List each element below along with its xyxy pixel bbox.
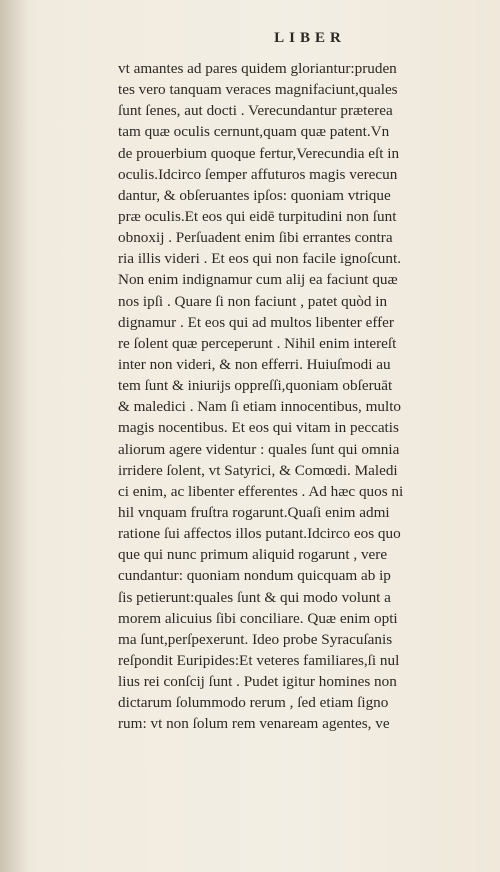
body-text-block	[118, 58, 490, 735]
text-line: dantur, & obſeruantes ipſos: quoniam vtrique	[118, 186, 391, 204]
text-line: tam quæ oculis cernunt,quam quæ patent.Vn	[118, 123, 390, 141]
text-line: ci enim, ac libenter efferentes . Ad hæc quos ni	[118, 482, 404, 500]
text-line: ſis petierunt:quales ſunt & qui modo volunt a	[118, 588, 391, 606]
text-line: ria illis videri . Et eos qui non facile ignoſcunt.	[118, 250, 402, 268]
text-line: vt amantes ad pares quidem gloriantur:pruden	[118, 60, 397, 77]
text-line: tem ſunt & iniurijs oppreſſi,quoniam obſeruāt	[118, 377, 393, 395]
running-head: LIBER	[274, 30, 346, 46]
text-line: hil vnquam fruſtra rogarunt.Quaſi enim admi	[118, 503, 390, 521]
text-line: morem alicuius ſibi conciliare. Quæ enim opti	[118, 609, 398, 627]
text-line: dictarum ſolummodo rerum , ſed etiam ſigno	[118, 694, 389, 712]
text-line: ratione ſui affectos illos putant.Idcirco eos quo	[118, 525, 401, 543]
text-line: ſunt ſenes, aut docti . Verecundantur præterea	[118, 102, 393, 120]
text-line: tes vero tanquam veraces magnifaciunt,quales	[118, 81, 398, 99]
text-line: rum: vt non ſolum rem venaream agentes, ve	[118, 715, 390, 733]
text-line: que qui nunc primum aliquid rogarunt , vere	[118, 546, 388, 564]
text-line: de prouerbium quoque fertur,Verecundia eſt in	[118, 144, 400, 162]
text-line: ma ſunt,perſpexerunt. Ideo probe Syracuſanis	[118, 630, 393, 648]
text-line: cundantur: quoniam nondum quicquam ab ip	[118, 567, 391, 585]
text-line: obnoxij . Perſuadent enim ſibi errantes contra	[118, 229, 393, 247]
text-line: oculis.Idcirco ſemper affuturos magis verecun	[118, 165, 398, 183]
text-line: reſpondit Euripides:Et veteres familiares,ſi nul	[118, 651, 400, 669]
text-line: aliorum agere videntur : quales ſunt qui omnia	[118, 440, 400, 458]
text-line: re ſolent quæ perceperunt . Nihil enim intereſt	[118, 334, 397, 352]
text-line: dignamur . Et eos qui ad multos libenter effer	[118, 313, 394, 331]
text-line: præ oculis.Et eos qui eidē turpitudini non ſunt	[118, 207, 397, 225]
text-line: & maledici . Nam ſi etiam innocentibus, multo	[118, 398, 402, 416]
text-line: Non enim indignamur cum alij ea faciunt quæ	[118, 271, 398, 289]
binding-shadow	[0, 0, 28, 872]
text-line: nos ipſi . Quare ſi non faciunt , patet quòd in	[118, 292, 388, 310]
text-line: lius rei conſcij ſunt . Pudet igitur homines non	[118, 673, 397, 691]
text-line: magis nocentibus. Et eos qui vitam in peccatis	[118, 419, 399, 437]
text-line: inter non videri, & non efferri. Huiuſmodi au	[118, 355, 391, 373]
text-line: irridere ſolent, vt Satyrici, & Comœdi. Maledi	[118, 461, 398, 479]
